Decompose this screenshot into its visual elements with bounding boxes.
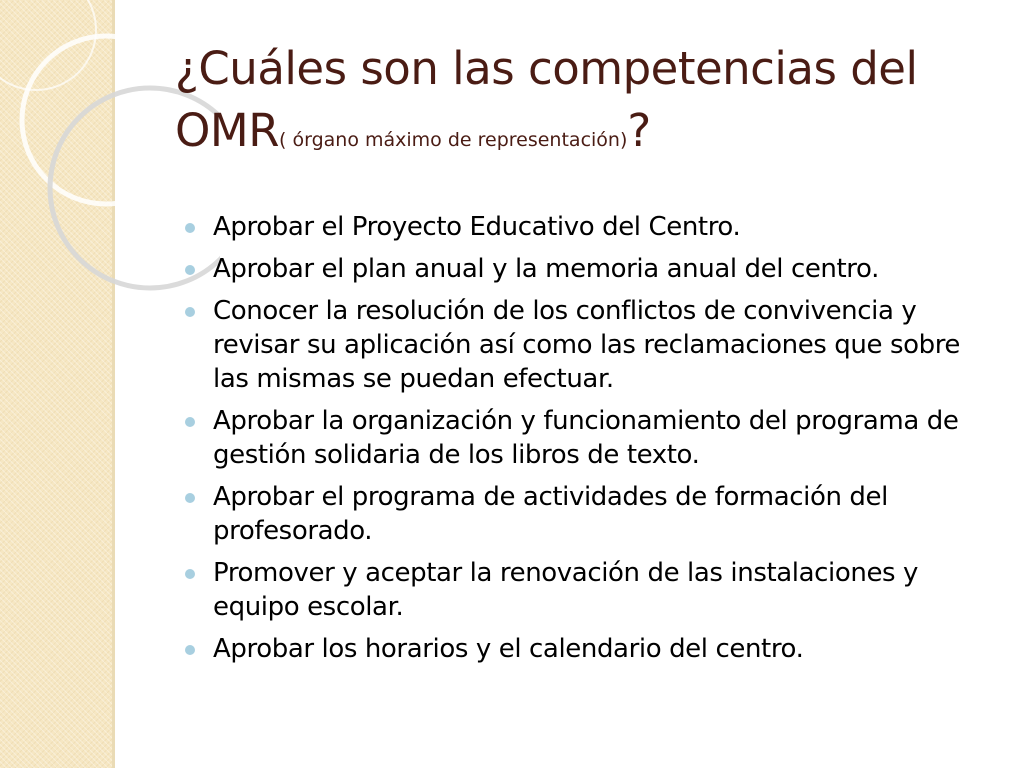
list-item-text: Aprobar el Proyecto Educativo del Centro. bbox=[213, 212, 741, 242]
bullet-dot-icon bbox=[185, 569, 195, 579]
bullet-dot-icon bbox=[185, 223, 195, 233]
list-item bbox=[185, 210, 1000, 244]
list-item-text: Aprobar el programa de actividades de formación del profesorado. bbox=[213, 482, 888, 546]
list-item bbox=[185, 480, 1000, 548]
list-item-text: Conocer la resolución de los conflictos de convivencia y revisar su aplicación así como las reclamaciones que sobre las mismas se puedan efectuar. bbox=[213, 296, 961, 394]
bullet-dot-icon bbox=[185, 645, 195, 655]
title-subtitle: ( órgano máximo de representación) bbox=[279, 129, 628, 151]
slide-title bbox=[175, 38, 995, 171]
title-question-mark: ? bbox=[627, 104, 651, 157]
list-item-text: Aprobar el plan anual y la memoria anual del centro. bbox=[213, 254, 879, 284]
bullet-dot-icon bbox=[185, 265, 195, 275]
list-item bbox=[185, 294, 1000, 396]
list-item-text: Promover y aceptar la renovación de las instalaciones y equipo escolar. bbox=[213, 558, 919, 622]
list-item bbox=[185, 404, 1000, 472]
list-item-text: Aprobar los horarios y el calendario del centro. bbox=[213, 634, 804, 664]
title-omr: OMR bbox=[175, 104, 280, 157]
bullet-dot-icon bbox=[185, 417, 195, 427]
list-item-text: Aprobar la organización y funcionamiento del programa de gestión solidaria de los libros de texto. bbox=[213, 406, 959, 470]
list-item bbox=[185, 252, 1000, 286]
bullet-dot-icon bbox=[185, 307, 195, 317]
title-line1: ¿Cuáles son las competencias del bbox=[175, 42, 918, 95]
bullet-list bbox=[185, 210, 1000, 674]
list-item bbox=[185, 556, 1000, 624]
bullet-dot-icon bbox=[185, 493, 195, 503]
list-item bbox=[185, 632, 1000, 666]
